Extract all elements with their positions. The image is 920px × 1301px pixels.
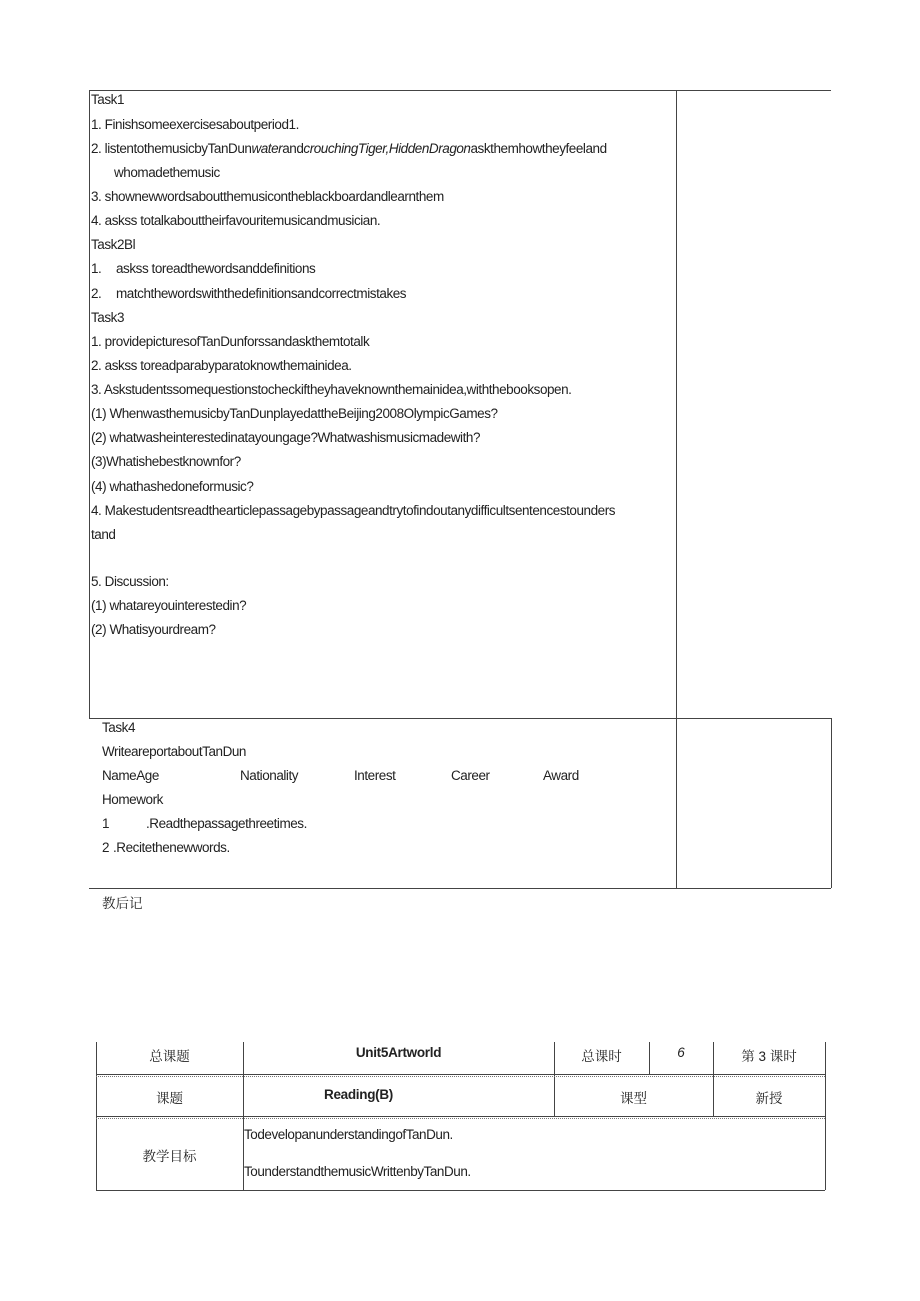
task3-item-continuation: tand	[91, 527, 116, 542]
task1-item2-work1: water	[251, 141, 283, 156]
total-hours-label: 总课时	[581, 1049, 622, 1064]
report-field: Career	[451, 768, 490, 783]
task3-question: (1) WhenwasthemusicbyTanDunplayedattheBeijing2008OlympicGames?	[91, 406, 498, 421]
task1-item2-suffix: askthemhowtheyfeeland	[470, 141, 607, 156]
task3-question: (2) whatwasheinterestedinatayoungage?Whatwashismusicmadewith?	[91, 430, 481, 445]
task3-question: (3)Whatishebestknownfor?	[91, 454, 241, 469]
task1-item2-work2: crouchingTiger,HiddenDragon	[303, 141, 471, 156]
task1-item2-continuation: whomadethemusic	[114, 165, 220, 180]
task2-item-num: 1.	[91, 261, 102, 276]
report-field: Interest	[354, 768, 396, 783]
task1-item: 1. Finishsomeexercisesaboutperiod1.	[91, 117, 299, 132]
task2-heading: Task2Bl	[91, 237, 136, 252]
report-field: NameAge	[102, 768, 159, 783]
lesson-title-label: 课题	[156, 1091, 183, 1106]
homework-num: 2	[102, 840, 110, 855]
task1-item: 4. askss totalkabouttheirfavouritemusicandmusician.	[91, 213, 381, 228]
task4-line: WriteareportaboutTanDun	[102, 744, 246, 759]
lesson-type-label: 课型	[620, 1091, 647, 1106]
homework-text: .Readthepassagethreetimes.	[146, 816, 307, 831]
teaching-goals-label: 教学目标	[142, 1149, 197, 1164]
total-hours-value: 6	[677, 1045, 685, 1060]
task4-heading: Task4	[102, 720, 136, 735]
task3-item: 2. askss toreadparabyparatoknowthemainidea.	[91, 358, 352, 373]
course-topic-label: 总课题	[149, 1049, 190, 1064]
teaching-goal: TodevelopanunderstandingofTanDun.	[244, 1127, 453, 1142]
task2-item-num: 2.	[91, 286, 102, 301]
homework-num: 1	[102, 816, 110, 831]
report-field: Award	[543, 768, 579, 783]
task1-item2-connector: and	[282, 141, 304, 156]
discussion-heading: 5. Discussion:	[91, 574, 169, 589]
lesson-title-value: Reading(B)	[324, 1087, 393, 1102]
task3-item: 1. providepicturesofTanDunforssandaskthemtotalk	[91, 334, 370, 349]
task3-heading: Task3	[91, 310, 125, 325]
task3-question: (4) whathashedoneformusic?	[91, 479, 254, 494]
task2-item-text: askss toreadthewordsanddefinitions	[116, 261, 316, 276]
task1-heading: Task1	[91, 92, 125, 107]
task2-item-text: matchthewordswiththedefinitionsandcorrectmistakes	[116, 286, 407, 301]
homework-heading: Homework	[102, 792, 163, 807]
task1-item-2	[91, 141, 607, 156]
task1-item2-prefix: 2. listentothemusicbyTanDun	[91, 141, 252, 156]
period-number: 第 3 课时	[741, 1049, 797, 1064]
after-class-notes-label: 教后记	[102, 896, 143, 911]
teaching-goal: TounderstandthemusicWrittenbyTanDun.	[244, 1164, 471, 1179]
discussion-question: (1) whatareyouinterestedin?	[91, 598, 247, 613]
report-field: Nationality	[240, 768, 299, 783]
course-topic-value: Unit5Artworld	[355, 1045, 442, 1060]
task3-item: 3. Askstudentssomequestionstocheckiftheyhaveknownthemainidea,withthebooksopen.	[91, 382, 572, 397]
task3-item: 4. Makestudentsreadthearticlepassagebypassageandtrytofindoutanydifficultsentencestounders	[91, 503, 616, 518]
discussion-question: (2) Whatisyourdream?	[91, 622, 216, 637]
homework-text: .Recitethenewwords.	[113, 840, 230, 855]
task1-item: 3. shownewwordsaboutthemusicontheblackboardandlearnthem	[91, 189, 444, 204]
lesson-type-value: 新授	[755, 1091, 783, 1106]
